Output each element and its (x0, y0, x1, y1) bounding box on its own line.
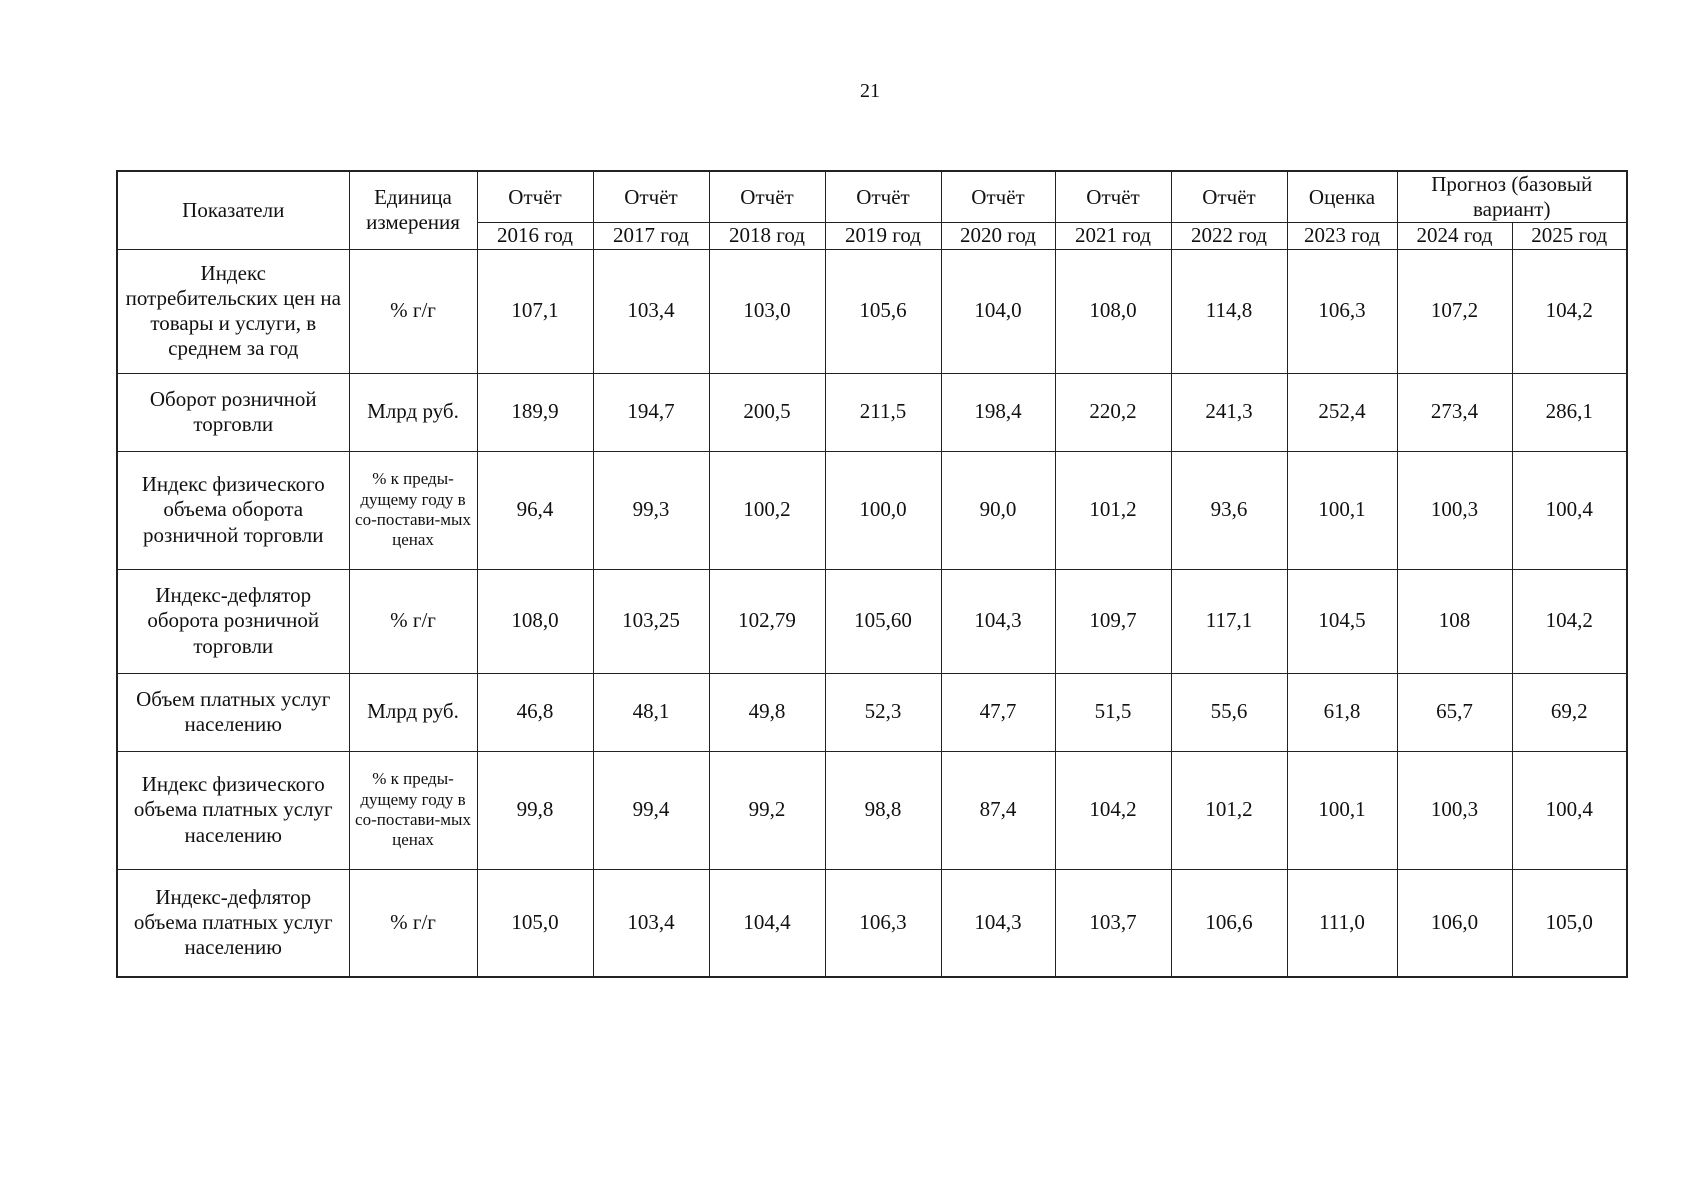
row-unit: % г/г (349, 249, 477, 373)
value-cell: 52,3 (825, 673, 941, 751)
table-row (117, 569, 1627, 673)
value-cell: 46,8 (477, 673, 593, 751)
value-cell: 99,4 (593, 751, 709, 869)
value-cell: 103,4 (593, 869, 709, 977)
value-cell: 111,0 (1287, 869, 1397, 977)
value-cell: 106,3 (1287, 249, 1397, 373)
value-cell: 106,3 (825, 869, 941, 977)
value-cell: 241,3 (1171, 373, 1287, 451)
value-cell: 102,79 (709, 569, 825, 673)
header-row-groups (117, 171, 1627, 223)
value-cell: 98,8 (825, 751, 941, 869)
value-cell: 194,7 (593, 373, 709, 451)
header-group: Отчёт (709, 171, 825, 223)
value-cell: 99,3 (593, 451, 709, 569)
header-forecast: Прогноз (базовый вариант) (1397, 171, 1627, 223)
header-group-estimate: Оценка (1287, 171, 1397, 223)
row-unit: % г/г (349, 569, 477, 673)
value-cell: 55,6 (1171, 673, 1287, 751)
value-cell: 103,4 (593, 249, 709, 373)
value-cell: 99,2 (709, 751, 825, 869)
header-year: 2025 год (1512, 223, 1627, 249)
value-cell: 103,7 (1055, 869, 1171, 977)
value-cell: 252,4 (1287, 373, 1397, 451)
value-cell: 286,1 (1512, 373, 1627, 451)
header-year: 2016 год (477, 223, 593, 249)
value-cell: 90,0 (941, 451, 1055, 569)
value-cell: 100,3 (1397, 751, 1512, 869)
value-cell: 65,7 (1397, 673, 1512, 751)
value-cell: 107,1 (477, 249, 593, 373)
value-cell: 49,8 (709, 673, 825, 751)
header-unit: Единица измерения (349, 171, 477, 249)
header-group: Отчёт (1055, 171, 1171, 223)
value-cell: 106,0 (1397, 869, 1512, 977)
value-cell: 114,8 (1171, 249, 1287, 373)
value-cell: 100,3 (1397, 451, 1512, 569)
value-cell: 48,1 (593, 673, 709, 751)
header-group: Отчёт (593, 171, 709, 223)
value-cell: 103,0 (709, 249, 825, 373)
row-unit: Млрд руб. (349, 373, 477, 451)
page-number: 21 (860, 80, 880, 102)
row-indicator: Индекс физического объема платных услуг населению (117, 751, 349, 869)
value-cell: 104,2 (1055, 751, 1171, 869)
value-cell: 96,4 (477, 451, 593, 569)
value-cell: 93,6 (1171, 451, 1287, 569)
header-group: Отчёт (941, 171, 1055, 223)
value-cell: 104,3 (941, 869, 1055, 977)
table-row (117, 249, 1627, 373)
row-unit: % к преды-дущему году в со-постави-мых ценах (349, 751, 477, 869)
value-cell: 273,4 (1397, 373, 1512, 451)
value-cell: 103,25 (593, 569, 709, 673)
value-cell: 105,0 (477, 869, 593, 977)
indicators-table-container (116, 170, 1628, 978)
row-indicator: Оборот розничной торговли (117, 373, 349, 451)
value-cell: 109,7 (1055, 569, 1171, 673)
value-cell: 107,2 (1397, 249, 1512, 373)
value-cell: 100,0 (825, 451, 941, 569)
header-group: Отчёт (1171, 171, 1287, 223)
value-cell: 100,1 (1287, 451, 1397, 569)
table-row (117, 869, 1627, 977)
value-cell: 104,5 (1287, 569, 1397, 673)
table-row (117, 751, 1627, 869)
header-year: 2018 год (709, 223, 825, 249)
header-group: Отчёт (477, 171, 593, 223)
table-row (117, 673, 1627, 751)
row-indicator: Объем платных услуг населению (117, 673, 349, 751)
row-indicator: Индекс потребительских цен на товары и услуги, в среднем за год (117, 249, 349, 373)
value-cell: 104,2 (1512, 569, 1627, 673)
header-indicators: Показатели (117, 171, 349, 249)
value-cell: 105,60 (825, 569, 941, 673)
row-unit: % к преды-дущему году в со-постави-мых ценах (349, 451, 477, 569)
value-cell: 104,4 (709, 869, 825, 977)
value-cell: 198,4 (941, 373, 1055, 451)
row-indicator: Индекс-дефлятор объема платных услуг населению (117, 869, 349, 977)
value-cell: 117,1 (1171, 569, 1287, 673)
value-cell: 100,1 (1287, 751, 1397, 869)
row-unit: Млрд руб. (349, 673, 477, 751)
value-cell: 189,9 (477, 373, 593, 451)
value-cell: 51,5 (1055, 673, 1171, 751)
value-cell: 100,4 (1512, 451, 1627, 569)
value-cell: 106,6 (1171, 869, 1287, 977)
value-cell: 100,4 (1512, 751, 1627, 869)
table-row (117, 373, 1627, 451)
header-year: 2019 год (825, 223, 941, 249)
value-cell: 104,0 (941, 249, 1055, 373)
value-cell: 69,2 (1512, 673, 1627, 751)
value-cell: 61,8 (1287, 673, 1397, 751)
value-cell: 99,8 (477, 751, 593, 869)
value-cell: 105,0 (1512, 869, 1627, 977)
value-cell: 220,2 (1055, 373, 1171, 451)
value-cell: 211,5 (825, 373, 941, 451)
header-year: 2021 год (1055, 223, 1171, 249)
header-group: Отчёт (825, 171, 941, 223)
value-cell: 108 (1397, 569, 1512, 673)
value-cell: 108,0 (1055, 249, 1171, 373)
row-indicator: Индекс физического объема оборота розничной торговли (117, 451, 349, 569)
value-cell: 108,0 (477, 569, 593, 673)
row-unit: % г/г (349, 869, 477, 977)
table-row (117, 451, 1627, 569)
header-year: 2022 год (1171, 223, 1287, 249)
value-cell: 200,5 (709, 373, 825, 451)
value-cell: 47,7 (941, 673, 1055, 751)
value-cell: 101,2 (1055, 451, 1171, 569)
value-cell: 104,3 (941, 569, 1055, 673)
value-cell: 87,4 (941, 751, 1055, 869)
value-cell: 100,2 (709, 451, 825, 569)
value-cell: 101,2 (1171, 751, 1287, 869)
header-year: 2023 год (1287, 223, 1397, 249)
header-year: 2020 год (941, 223, 1055, 249)
value-cell: 104,2 (1512, 249, 1627, 373)
value-cell: 105,6 (825, 249, 941, 373)
header-year: 2017 год (593, 223, 709, 249)
header-year: 2024 год (1397, 223, 1512, 249)
row-indicator: Индекс-дефлятор оборота розничной торговли (117, 569, 349, 673)
indicators-table (116, 170, 1628, 978)
